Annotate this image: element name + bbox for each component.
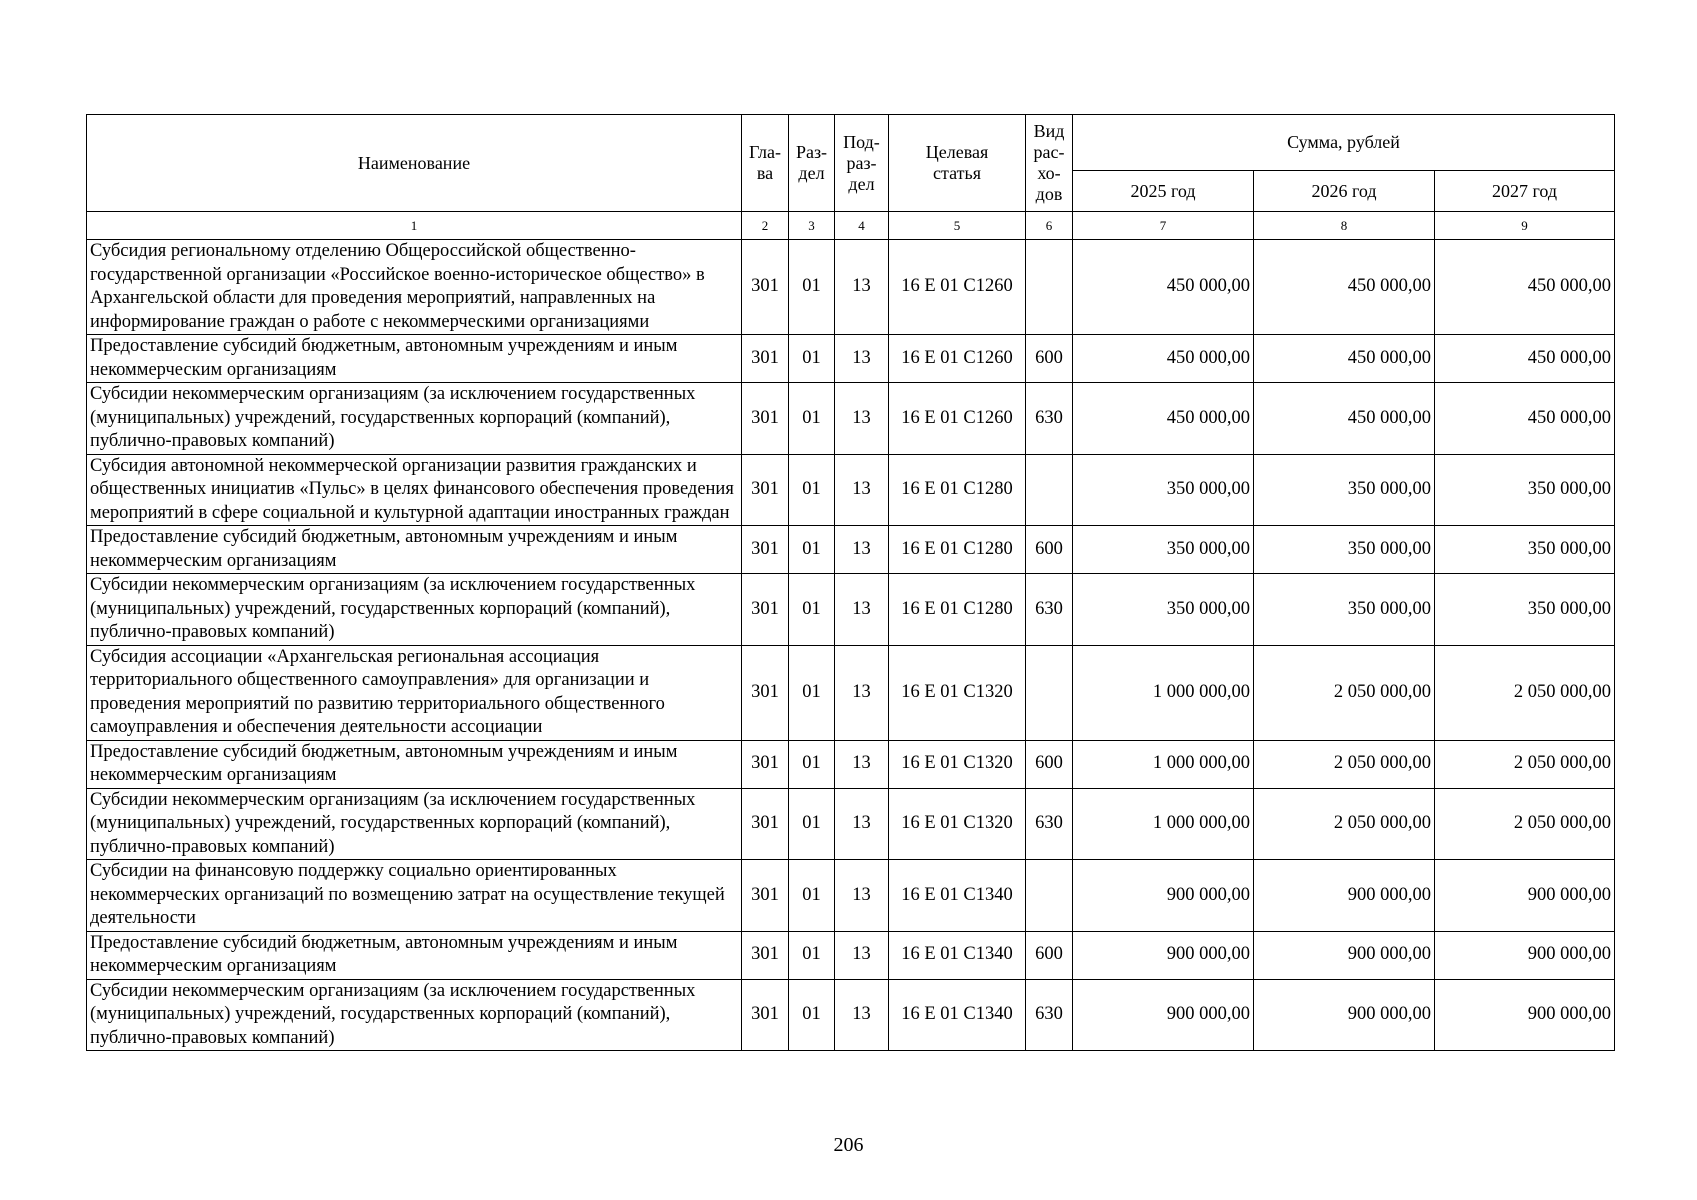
row-target-article: 16 Е 01 С1320	[889, 645, 1026, 740]
row-target-article: 16 Е 01 С1280	[889, 454, 1026, 526]
column-number: 3	[789, 212, 835, 240]
row-chapter: 301	[742, 526, 789, 574]
table-body	[87, 240, 1615, 1051]
header-expense-type-label: Вид рас- хо- дов	[1033, 121, 1065, 204]
row-subsection: 13	[835, 860, 889, 932]
table-row	[87, 931, 1615, 979]
row-chapter: 301	[742, 788, 789, 860]
table-row	[87, 335, 1615, 383]
row-sum-2027: 450 000,00	[1435, 383, 1615, 455]
row-sum-2026: 450 000,00	[1254, 383, 1435, 455]
column-number: 5	[889, 212, 1026, 240]
row-sum-2027: 350 000,00	[1435, 526, 1615, 574]
row-sum-2025: 350 000,00	[1073, 526, 1254, 574]
row-chapter: 301	[742, 645, 789, 740]
row-subsection: 13	[835, 240, 889, 335]
page-number: 206	[833, 1134, 864, 1156]
row-section: 01	[789, 645, 835, 740]
row-target-article: 16 Е 01 С1280	[889, 526, 1026, 574]
row-name: Субсидия ассоциации «Архангельская региональная ассоциация территориального общественного самоуправления» для организации и проведения мероприятий по развитию территориального общественного самоуправления и обеспечения деятельности ассоциации	[87, 645, 742, 740]
row-target-article: 16 Е 01 С1280	[889, 574, 1026, 646]
row-sum-2026: 350 000,00	[1254, 526, 1435, 574]
table-row	[87, 383, 1615, 455]
row-sum-2027: 900 000,00	[1435, 979, 1615, 1051]
row-sum-2025: 350 000,00	[1073, 574, 1254, 646]
row-sum-2027: 900 000,00	[1435, 931, 1615, 979]
table-row	[87, 526, 1615, 574]
row-subsection: 13	[835, 383, 889, 455]
row-expense-type: 600	[1026, 335, 1073, 383]
row-target-article: 16 Е 01 С1260	[889, 383, 1026, 455]
row-sum-2026: 450 000,00	[1254, 240, 1435, 335]
row-sum-2025: 1 000 000,00	[1073, 788, 1254, 860]
row-subsection: 13	[835, 574, 889, 646]
table-row	[87, 788, 1615, 860]
column-number: 1	[87, 212, 742, 240]
row-sum-2025: 900 000,00	[1073, 931, 1254, 979]
row-expense-type: 600	[1026, 931, 1073, 979]
row-sum-2025: 350 000,00	[1073, 454, 1254, 526]
table-row	[87, 454, 1615, 526]
row-subsection: 13	[835, 645, 889, 740]
row-sum-2026: 2 050 000,00	[1254, 645, 1435, 740]
row-sum-2026: 450 000,00	[1254, 335, 1435, 383]
row-chapter: 301	[742, 860, 789, 932]
row-subsection: 13	[835, 454, 889, 526]
row-name: Субсидии некоммерческим организациям (за исключением государственных (муниципальных) учреждений, государственных корпораций (компаний), публично-правовых компаний)	[87, 574, 742, 646]
header-chapter-label: Гла- ва	[748, 142, 782, 183]
row-sum-2026: 350 000,00	[1254, 454, 1435, 526]
row-sum-2027: 450 000,00	[1435, 240, 1615, 335]
row-sum-2027: 2 050 000,00	[1435, 788, 1615, 860]
row-sum-2027: 350 000,00	[1435, 574, 1615, 646]
table-row	[87, 574, 1615, 646]
header-section	[789, 115, 835, 212]
row-section: 01	[789, 383, 835, 455]
row-name: Субсидии некоммерческим организациям (за исключением государственных (муниципальных) учреждений, государственных корпораций (компаний), публично-правовых компаний)	[87, 788, 742, 860]
column-number: 6	[1026, 212, 1073, 240]
row-sum-2025: 1 000 000,00	[1073, 645, 1254, 740]
header-target-article	[889, 115, 1026, 212]
row-expense-type: 630	[1026, 383, 1073, 455]
row-name: Предоставление субсидий бюджетным, автономным учреждениям и иным некоммерческим организациям	[87, 931, 742, 979]
header-year-2027: 2027 год	[1435, 171, 1615, 212]
header-name: Наименование	[87, 115, 742, 212]
row-chapter: 301	[742, 740, 789, 788]
column-numbers-row	[87, 212, 1615, 240]
row-target-article: 16 Е 01 С1260	[889, 240, 1026, 335]
table-row	[87, 979, 1615, 1051]
row-expense-type	[1026, 454, 1073, 526]
row-sum-2027: 900 000,00	[1435, 860, 1615, 932]
row-subsection: 13	[835, 740, 889, 788]
row-target-article: 16 Е 01 С1340	[889, 931, 1026, 979]
row-expense-type	[1026, 645, 1073, 740]
row-sum-2025: 450 000,00	[1073, 383, 1254, 455]
row-expense-type	[1026, 240, 1073, 335]
row-target-article: 16 Е 01 С1260	[889, 335, 1026, 383]
header-subsection-label: Под- раз- дел	[843, 131, 880, 194]
row-subsection: 13	[835, 931, 889, 979]
table-row	[87, 740, 1615, 788]
header-sum: Сумма, рублей	[1073, 115, 1615, 171]
budget-table	[86, 114, 1615, 1051]
row-name: Предоставление субсидий бюджетным, автономным учреждениям и иным некоммерческим организациям	[87, 740, 742, 788]
row-section: 01	[789, 240, 835, 335]
row-section: 01	[789, 526, 835, 574]
header-target-article-label: Целевая статья	[925, 142, 989, 183]
row-subsection: 13	[835, 526, 889, 574]
row-sum-2027: 450 000,00	[1435, 335, 1615, 383]
row-sum-2027: 2 050 000,00	[1435, 645, 1615, 740]
row-sum-2027: 350 000,00	[1435, 454, 1615, 526]
column-number: 9	[1435, 212, 1615, 240]
column-number: 4	[835, 212, 889, 240]
budget-table-sheet	[86, 114, 1614, 1051]
row-chapter: 301	[742, 574, 789, 646]
row-sum-2025: 1 000 000,00	[1073, 740, 1254, 788]
row-sum-2026: 900 000,00	[1254, 860, 1435, 932]
row-sum-2026: 900 000,00	[1254, 979, 1435, 1051]
row-expense-type	[1026, 860, 1073, 932]
row-subsection: 13	[835, 979, 889, 1051]
row-chapter: 301	[742, 240, 789, 335]
row-expense-type: 600	[1026, 526, 1073, 574]
row-expense-type: 630	[1026, 574, 1073, 646]
row-expense-type: 630	[1026, 979, 1073, 1051]
header-chapter	[742, 115, 789, 212]
row-subsection: 13	[835, 335, 889, 383]
header-subsection	[835, 115, 889, 212]
row-sum-2026: 2 050 000,00	[1254, 788, 1435, 860]
row-subsection: 13	[835, 788, 889, 860]
row-section: 01	[789, 454, 835, 526]
row-target-article: 16 Е 01 С1340	[889, 860, 1026, 932]
row-section: 01	[789, 574, 835, 646]
header-section-label: Раз- дел	[795, 142, 828, 183]
row-sum-2025: 900 000,00	[1073, 979, 1254, 1051]
row-name: Субсидия региональному отделению Общероссийской общественно-государственной организации «Российское военно-историческое общество» в Архангельской области для проведения мероприятий, направленных на информирование граждан о работе с некоммерческими организациями	[87, 240, 742, 335]
row-sum-2025: 450 000,00	[1073, 240, 1254, 335]
row-section: 01	[789, 860, 835, 932]
row-sum-2026: 900 000,00	[1254, 931, 1435, 979]
table-row	[87, 240, 1615, 335]
row-name: Субсидии некоммерческим организациям (за исключением государственных (муниципальных) учреждений, государственных корпораций (компаний), публично-правовых компаний)	[87, 979, 742, 1051]
row-name: Предоставление субсидий бюджетным, автономным учреждениям и иным некоммерческим организациям	[87, 526, 742, 574]
row-expense-type: 600	[1026, 740, 1073, 788]
row-target-article: 16 Е 01 С1340	[889, 979, 1026, 1051]
row-sum-2026: 350 000,00	[1254, 574, 1435, 646]
row-name: Субсидии некоммерческим организациям (за исключением государственных (муниципальных) учреждений, государственных корпораций (компаний), публично-правовых компаний)	[87, 383, 742, 455]
header-year-2025: 2025 год	[1073, 171, 1254, 212]
table-row	[87, 645, 1615, 740]
table-row	[87, 860, 1615, 932]
row-name: Предоставление субсидий бюджетным, автономным учреждениям и иным некоммерческим организациям	[87, 335, 742, 383]
table-header	[87, 115, 1615, 240]
header-year-2026: 2026 год	[1254, 171, 1435, 212]
row-sum-2027: 2 050 000,00	[1435, 740, 1615, 788]
column-number: 8	[1254, 212, 1435, 240]
row-sum-2025: 450 000,00	[1073, 335, 1254, 383]
row-name: Субсидия автономной некоммерческой организации развития гражданских и общественных инициатив «Пульс» в целях финансового обеспечения проведения мероприятий в сфере социальной и культурной адаптации иностранных граждан	[87, 454, 742, 526]
row-section: 01	[789, 979, 835, 1051]
row-name: Субсидии на финансовую поддержку социально ориентированных некоммерческих организаций по возмещению затрат на осуществление текущей деятельности	[87, 860, 742, 932]
row-target-article: 16 Е 01 С1320	[889, 740, 1026, 788]
row-chapter: 301	[742, 979, 789, 1051]
row-section: 01	[789, 335, 835, 383]
row-sum-2025: 900 000,00	[1073, 860, 1254, 932]
row-expense-type: 630	[1026, 788, 1073, 860]
header-expense-type	[1026, 115, 1073, 212]
column-number: 7	[1073, 212, 1254, 240]
row-chapter: 301	[742, 454, 789, 526]
row-section: 01	[789, 740, 835, 788]
row-chapter: 301	[742, 931, 789, 979]
row-section: 01	[789, 788, 835, 860]
column-number: 2	[742, 212, 789, 240]
row-target-article: 16 Е 01 С1320	[889, 788, 1026, 860]
row-section: 01	[789, 931, 835, 979]
row-chapter: 301	[742, 335, 789, 383]
row-chapter: 301	[742, 383, 789, 455]
row-sum-2026: 2 050 000,00	[1254, 740, 1435, 788]
